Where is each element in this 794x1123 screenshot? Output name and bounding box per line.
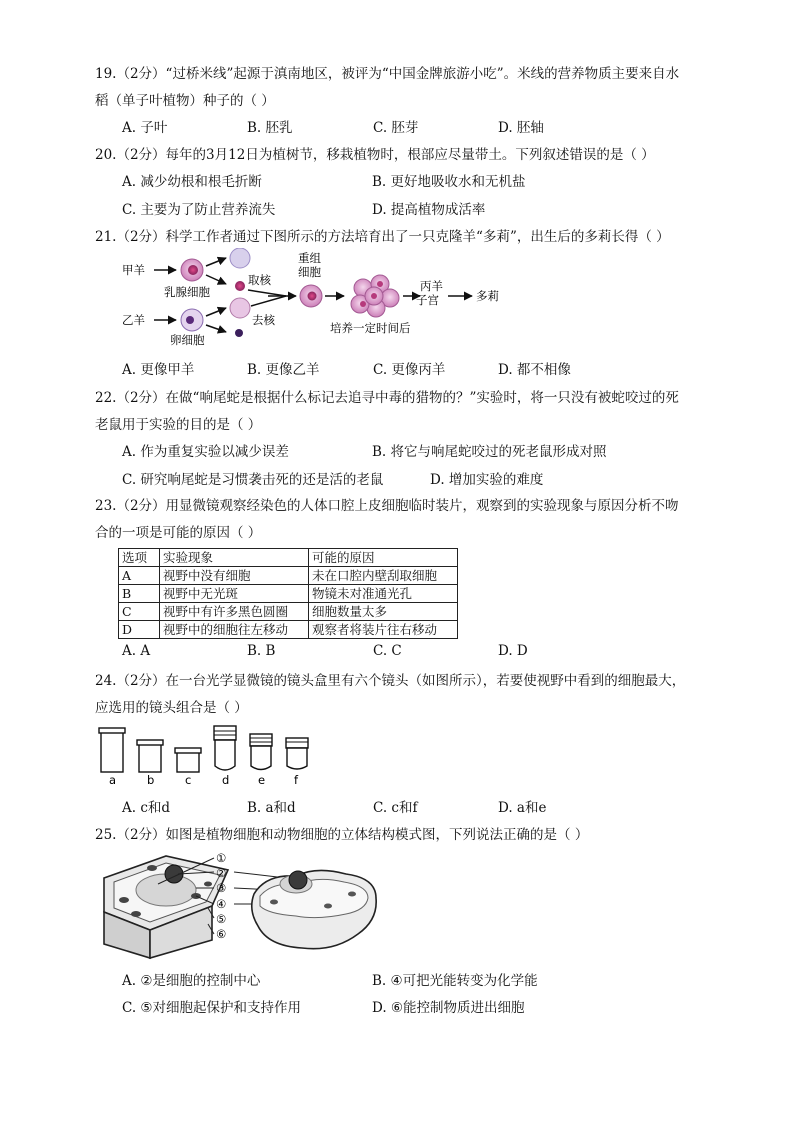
q19-option-a[interactable]: A. 子叶 [122,120,168,136]
table-row [119,585,458,603]
eyepiece-lens-icon [137,740,163,772]
table-header-cell: 选项 [119,549,160,567]
eyepiece-lens-icon [175,748,201,772]
q20-option-a[interactable]: A. 减少幼根和根毛折断 [122,174,262,190]
q24-stem-line1: 24.（2分）在一台光学显微镜的镜头盒里有六个镜头（如图所示），若要使视野中看到的细胞最大， [95,673,686,689]
q22-stem-line1: 22.（2分）在做“响尾蛇是根据什么标记去追寻中毒的猎物的？”实验时，将一只没有被蛇咬过的死 [95,390,679,406]
nucleus-icon [308,292,317,301]
label-dolly: 多莉 [476,289,499,303]
marker-1: ① [216,851,227,865]
egg-nucleus-icon [186,316,194,324]
q23-option-c[interactable]: C. C [373,643,402,659]
arrow [206,325,226,332]
embryo-cluster-icon [351,275,399,317]
q23-option-a[interactable]: A. A [122,643,151,659]
q21-option-d[interactable]: D. 都不相像 [498,362,571,378]
q20-option-b[interactable]: B. 更好地吸收水和无机盐 [372,174,526,190]
q20-option-d[interactable]: D. 提高植物成活率 [372,202,486,218]
q19-option-b[interactable]: B. 胚乳 [247,120,293,136]
enucleated-cell-icon [230,248,250,268]
marker-6: ⑥ [216,927,227,941]
animal-cell-icon [252,870,376,948]
q21-option-c[interactable]: C. 更像丙羊 [373,362,446,378]
q19-stem-line2: 稻（单子叶植物）种子的（ ） [95,93,275,109]
q22-option-c[interactable]: C. 研究响尾蛇是习惯袭击死的还是活的老鼠 [122,472,384,488]
arrow [206,275,226,284]
table-cell: 细胞数量太多 [309,603,458,621]
table-cell: 未在口腔内壁刮取细胞 [309,567,458,585]
lens-figure [96,722,326,786]
table-cell: 观察者将装片往右移动 [309,621,458,639]
lens-label: d [222,773,230,786]
q23-stem-line1: 23.（2分）用显微镜观察经染色的人体口腔上皮细胞临时装片，观察到的实验现象与原因分析不吻 [95,498,679,514]
q25-option-d[interactable]: D. ⑥能控制物质进出细胞 [372,1000,525,1016]
q24-option-d[interactable]: D. a和e [498,800,547,816]
table-cell: 视野中有许多黑色圆圈 [160,603,309,621]
recipient-cell-icon [230,298,250,318]
lens-label: c [185,773,192,786]
label-breast-cell: 乳腺细胞 [164,285,210,299]
table-row [119,603,458,621]
label-culture: 培养一定时间后 [330,321,411,335]
lens-label: f [294,773,299,786]
marker-3: ③ [216,881,227,895]
merge-line [248,290,286,296]
q25-option-c[interactable]: C. ⑤对细胞起保护和支持作用 [122,1000,302,1016]
eyepiece-lens-icon [99,728,125,772]
table-row [119,621,458,639]
label-egg-cell: 卵细胞 [170,333,205,347]
lens-label: a [109,773,117,786]
q23-option-d[interactable]: D. D [498,643,528,659]
marker-5: ⑤ [216,912,227,926]
arrow [206,308,226,316]
q22-option-d[interactable]: D. 增加实验的难度 [430,472,544,488]
label-sheep-c-2: 子宫 [416,293,439,307]
label-take-nucleus: 取核 [248,273,271,287]
cell-structure-diagram [96,848,386,960]
table-header-cell: 实验现象 [160,549,309,567]
table-cell: B [119,585,160,603]
table-header-cell: 可能的原因 [309,549,458,567]
merge-line [251,296,286,306]
q22-option-a[interactable]: A. 作为重复实验以减少误差 [122,444,289,460]
table-cell: 视野中的细胞往左移动 [160,621,309,639]
table-cell: 物镜未对准通光孔 [309,585,458,603]
objective-lens-icon [214,726,236,770]
donor-nucleus-icon [235,281,245,291]
q24-option-c[interactable]: C. c和f [373,800,418,816]
q21-option-a[interactable]: A. 更像甲羊 [122,362,195,378]
table-cell: D [119,621,160,639]
q21-stem: 21.（2分）科学工作者通过下图所示的方法培育出了一只克隆羊“多莉”，出生后的多莉长得（ ） [95,229,670,245]
table-cell: A [119,567,160,585]
q22-stem-line2: 老鼠用于实验的目的是（ ） [95,417,262,433]
q25-option-a[interactable]: A. ②是细胞的控制中心 [122,973,261,989]
label-sheep-b: 乙羊 [122,313,145,327]
q24-stem-line2: 应选用的镜头组合是（ ） [95,700,248,716]
q20-option-c[interactable]: C. 主要为了防止营养流失 [122,202,276,218]
q23-stem-line2: 合的一项是可能的原因（ ） [95,525,262,541]
q19-option-d[interactable]: D. 胚轴 [498,120,544,136]
objective-lens-icon [250,734,272,770]
arrow [206,258,226,266]
cloning-diagram [118,248,518,348]
label-recombinant-1: 重组 [298,251,321,265]
nucleus-icon [188,265,198,275]
q19-stem-line1: 19.（2分）“过桥米线”起源于滇南地区，被评为“中国金牌旅游小吃”。米线的营养物质主要来自水 [95,66,680,82]
q24-option-b[interactable]: B. a和d [247,800,296,816]
table-cell: 视野中没有细胞 [160,567,309,585]
q19-option-c[interactable]: C. 胚芽 [373,120,419,136]
q21-option-b[interactable]: B. 更像乙羊 [247,362,320,378]
objective-lens-icon [286,738,308,769]
table-cell: C [119,603,160,621]
label-sheep-a: 甲羊 [122,263,145,277]
q25-option-b[interactable]: B. ④可把光能转变为化学能 [372,973,538,989]
lens-label: b [147,773,155,786]
q24-option-a[interactable]: A. c和d [122,800,171,816]
lens-label: e [258,773,266,786]
plant-cell-icon [104,856,228,958]
table-row [119,567,458,585]
table-header-row [119,549,458,567]
q23-option-b[interactable]: B. B [247,643,276,659]
q20-stem: 20.（2分）每年的3月12日为植树节，移栽植物时，根部应尽量带土。下列叙述错误的是（ ） [95,147,655,163]
q22-option-b[interactable]: B. 将它与响尾蛇咬过的死老鼠形成对照 [372,444,607,460]
table-cell: 视野中无光斑 [160,585,309,603]
removed-nucleus-icon [235,329,243,337]
marker-4: ④ [216,897,227,911]
label-sheep-c-1: 丙羊 [420,279,443,293]
label-recombinant-2: 细胞 [298,265,321,279]
marker-2: ② [216,866,227,880]
q25-stem: 25.（2分）如图是植物细胞和动物细胞的立体结构模式图，下列说法正确的是（ ） [95,827,589,843]
experiment-table [118,548,458,639]
label-remove-nucleus: 去核 [252,313,275,327]
